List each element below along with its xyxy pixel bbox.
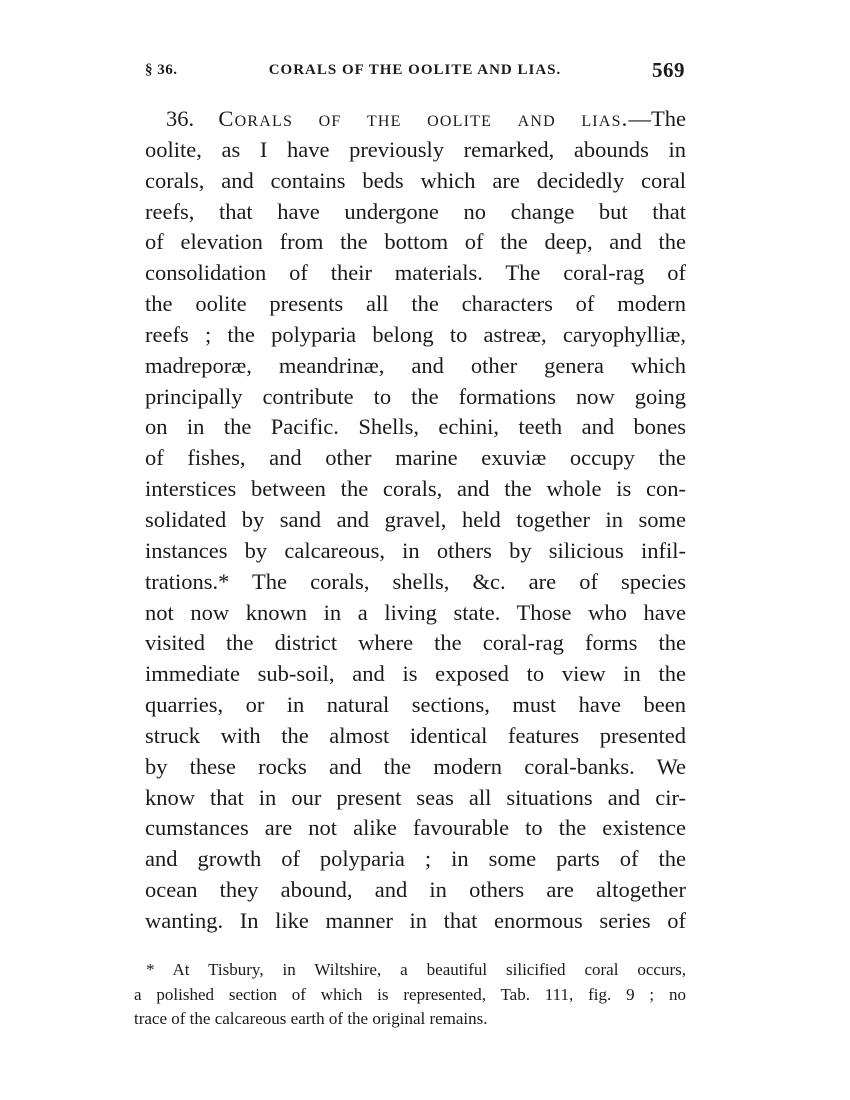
text-line: immediate sub-soil, and is exposed to view in the (145, 661, 686, 687)
text-line: principally contribute to the formations now going (145, 383, 686, 409)
text-line: struck with the almost identical features presented (145, 722, 686, 748)
section-heading-number: 36. (166, 106, 195, 131)
text-line: quarries, or in natural sections, must have been (145, 692, 686, 718)
text-line: wanting. In like manner in that enormous series of (145, 907, 686, 933)
text-line: visited the district where the coral-rag forms the (145, 630, 686, 656)
text-line: reefs ; the polyparia belong to astreæ, caryophylliæ, (145, 321, 686, 347)
text-line: madreporæ, meandrinæ, and other genera which (145, 352, 686, 378)
text-line: of fishes, and other marine exuviæ occupy the (145, 445, 686, 471)
header-section-number: § 36. (145, 62, 178, 78)
footnote-line: trace of the calcareous earth of the original remains. (134, 1009, 488, 1028)
text-line: ocean they abound, and in others are altogether (145, 877, 686, 903)
text-line: corals, and contains beds which are decidedly coral (145, 167, 686, 193)
text-line: on in the Pacific. Shells, echini, teeth and bones (145, 414, 686, 440)
text-line: know that in our present seas all situations and cir- (145, 784, 686, 810)
text-line: the oolite presents all the characters of modern (145, 291, 686, 317)
text-line: by these rocks and the modern coral-banks. We (145, 753, 686, 779)
section-heading-line (145, 104, 686, 135)
text-line: of elevation from the bottom of the deep, and the (145, 229, 686, 255)
main-text (145, 104, 686, 937)
text-line: cumstances are not alike favourable to the existence (145, 815, 686, 841)
running-header (145, 60, 685, 90)
text-line: and growth of polyparia ; in some parts of the (145, 846, 686, 872)
text-line: solidated by sand and gravel, held together in some (145, 506, 686, 532)
section-heading-title: Corals of the oolite and lias. (218, 106, 629, 131)
text-line: interstices between the corals, and the whole is con- (145, 476, 686, 502)
text-line: consolidation of their materials. The coral-rag of (145, 260, 686, 286)
page-number: 569 (652, 58, 685, 82)
text-line: instances by calcareous, in others by silicious infil- (145, 537, 686, 563)
footnote (134, 958, 686, 1032)
header-title: CORALS OF THE OOLITE AND LIAS. (268, 62, 562, 78)
text-line: reefs, that have undergone no change but that (145, 198, 686, 224)
text-line: trations.* The corals, shells, &c. are of species (145, 568, 686, 594)
section-heading-dash: —The (628, 106, 686, 131)
text-line: oolite, as I have previously remarked, abounds in (145, 136, 686, 162)
footnote-line: * At Tisbury, in Wiltshire, a beautiful silicified coral occurs, (146, 960, 686, 979)
text-line: not now known in a living state. Those who have (145, 599, 686, 625)
footnote-line: a polished section of which is represented, Tab. 111, fig. 9 ; no (134, 984, 686, 1004)
